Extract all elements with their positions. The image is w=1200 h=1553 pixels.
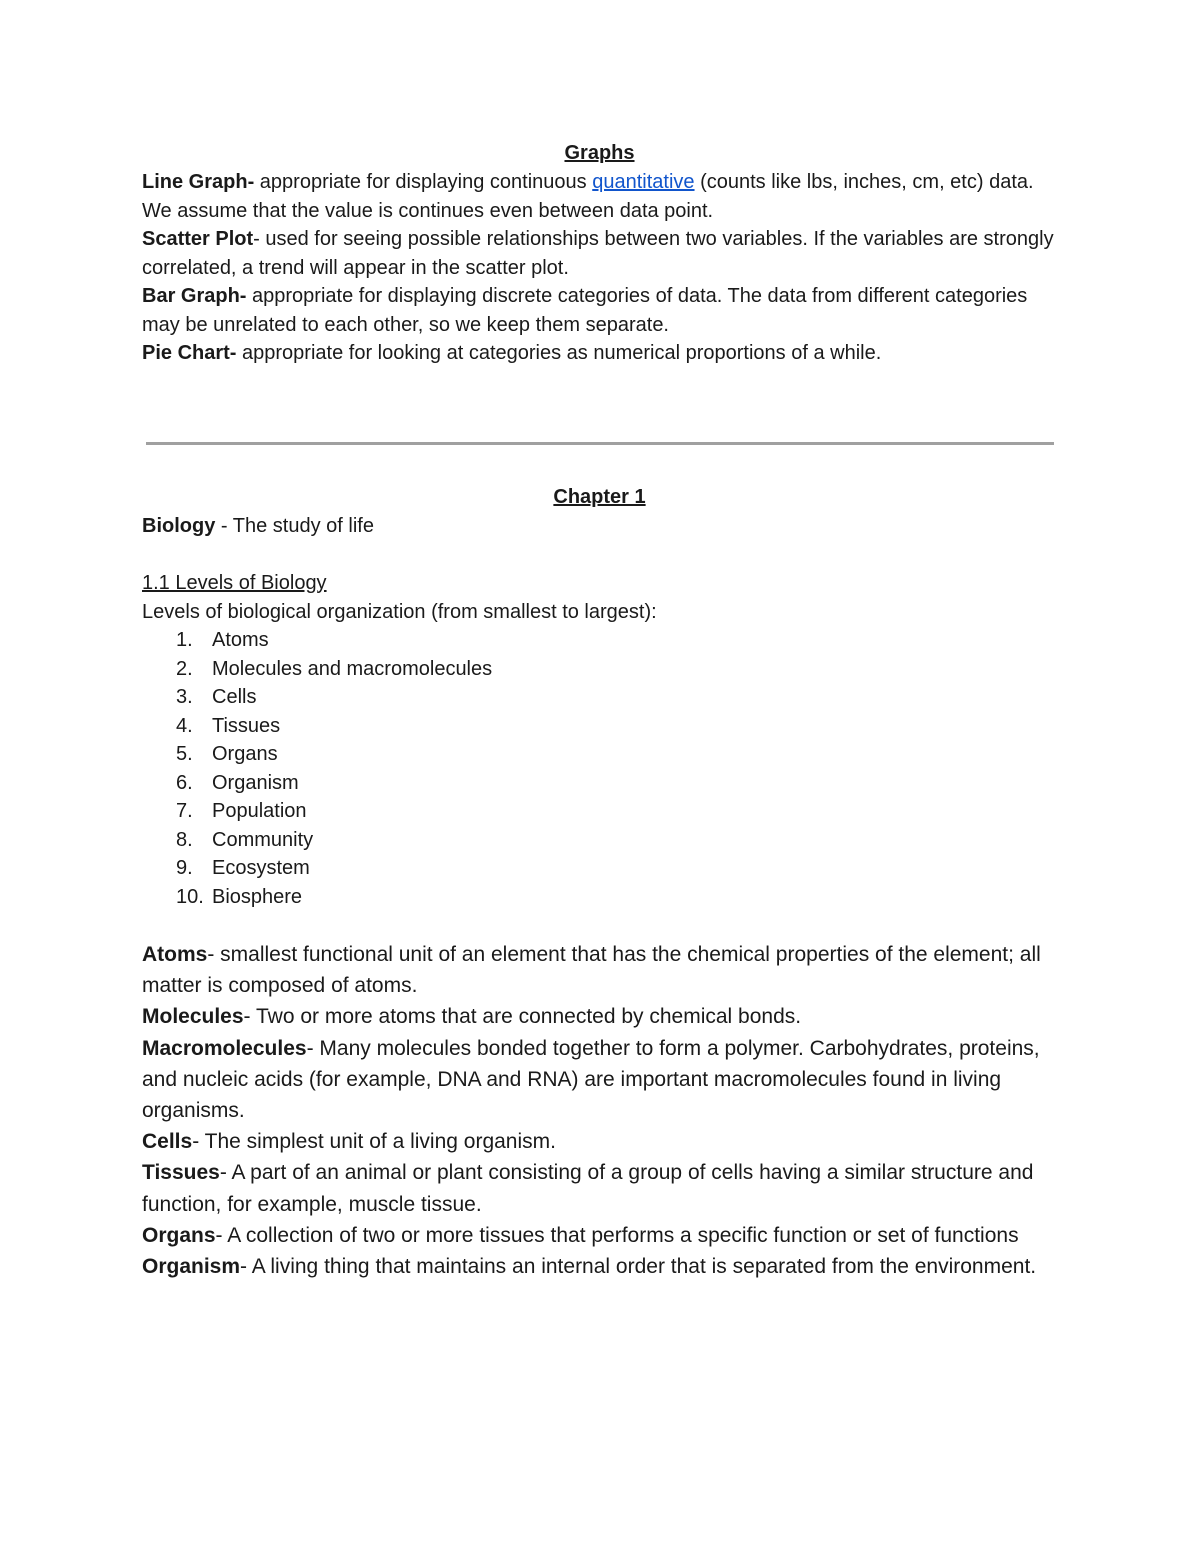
definition-atoms xyxy=(142,939,1057,1001)
list-item xyxy=(142,769,1057,798)
list-item-number: 3. xyxy=(176,686,193,708)
list-item-label: Ecosystem xyxy=(212,857,310,879)
definition-term: Tissues xyxy=(142,1161,220,1185)
list-item-number: 6. xyxy=(176,771,193,794)
definition-term: Molecules xyxy=(142,1005,244,1029)
bar-graph-term: Bar Graph- xyxy=(142,285,247,307)
list-item-label: Cells xyxy=(212,686,257,708)
list-item-number: 7. xyxy=(176,800,193,822)
definitions-list xyxy=(142,939,1057,1282)
bar-graph-text: appropriate for displaying discrete categories of data. The data from different categories may be unrelated to each other, so we keep them separate. xyxy=(142,285,1028,336)
line-graph-text-after: (counts like lbs, inches, cm, etc) data. We assume that the value is continues even between data point. xyxy=(142,171,1034,222)
line-graph-definition xyxy=(142,168,1057,225)
list-item-label: Tissues xyxy=(212,714,281,737)
list-item-label: Community xyxy=(212,828,314,851)
list-item xyxy=(142,854,1057,883)
pie-chart-definition xyxy=(142,339,1057,368)
list-item xyxy=(142,655,1057,684)
definition-term: Atoms xyxy=(142,943,208,966)
list-item-label: Population xyxy=(212,800,307,822)
graphs-section xyxy=(142,138,1057,368)
list-item xyxy=(142,626,1057,655)
definition-organism xyxy=(142,1251,1057,1282)
line-graph-term: Line Graph- xyxy=(142,171,255,193)
list-item-number: 1. xyxy=(176,629,193,651)
biology-definition xyxy=(142,512,1057,541)
list-item-label: Biosphere xyxy=(212,885,303,908)
list-item xyxy=(142,826,1057,855)
spacer xyxy=(142,541,1057,569)
list-item-number: 9. xyxy=(176,857,193,879)
definition-cells xyxy=(142,1126,1057,1157)
list-item xyxy=(142,797,1057,826)
definition-text: - Two or more atoms that are connected by chemical bonds. xyxy=(243,1005,802,1029)
scatter-plot-definition xyxy=(142,225,1057,282)
pie-chart-text: appropriate for looking at categories as numerical proportions of a while. xyxy=(236,342,882,364)
definition-term: Organs xyxy=(142,1223,216,1247)
levels-intro: Levels of biological organization (from smallest to largest): xyxy=(142,600,657,623)
scatter-plot-text: - used for seeing possible relationships between two variables. If the variables are strongly correlated, a trend will appear in the scatter plot. xyxy=(142,228,1054,279)
list-item xyxy=(142,883,1057,912)
definition-term: Organism xyxy=(142,1255,241,1279)
definition-text: - A collection of two or more tissues that performs a specific function or set of functions xyxy=(215,1223,1019,1247)
quantitative-link[interactable]: quantitative xyxy=(592,171,695,193)
line-graph-text-before: appropriate for displaying continuous xyxy=(254,171,593,193)
scatter-plot-term: Scatter Plot xyxy=(142,228,254,250)
definition-organs xyxy=(142,1220,1057,1251)
pie-chart-term: Pie Chart- xyxy=(142,342,237,364)
levels-list xyxy=(142,626,1057,911)
definition-tissues xyxy=(142,1157,1057,1219)
bar-graph-definition xyxy=(142,282,1057,339)
list-item-label: Organs xyxy=(212,743,278,765)
horizontal-divider xyxy=(146,442,1054,445)
biology-term: Biology xyxy=(142,515,216,537)
list-item xyxy=(142,712,1057,741)
list-item-number: 2. xyxy=(176,657,193,680)
definition-molecules xyxy=(142,1001,1057,1032)
definition-term: Macromolecules xyxy=(142,1036,307,1060)
list-item-label: Molecules and macromolecules xyxy=(212,657,493,680)
chapter-section xyxy=(142,482,1057,1282)
biology-text: - The study of life xyxy=(215,515,374,537)
list-item-label: Atoms xyxy=(212,629,269,651)
chapter-title: Chapter 1 xyxy=(553,486,646,508)
list-item xyxy=(142,740,1057,769)
list-item-number: 8. xyxy=(176,828,193,851)
definition-term: Cells xyxy=(142,1130,193,1154)
definition-macromolecules xyxy=(142,1033,1057,1127)
list-item xyxy=(142,683,1057,712)
list-item-label: Organism xyxy=(212,771,299,794)
graphs-title: Graphs xyxy=(564,142,635,164)
list-item-number: 4. xyxy=(176,714,193,737)
list-item-number: 5. xyxy=(176,743,193,765)
definition-text: - A living thing that maintains an internal order that is separated from the environment. xyxy=(240,1255,1037,1279)
list-item-number: 10. xyxy=(176,885,204,908)
section-heading: 1.1 Levels of Biology xyxy=(142,571,327,594)
definition-text: - A part of an animal or plant consisting of a group of cells having a similar structure and function, for example, muscle tissue. xyxy=(142,1161,1034,1216)
definition-text: - The simplest unit of a living organism. xyxy=(192,1130,556,1154)
definition-text: - Many molecules bonded together to form a polymer. Carbohydrates, proteins, and nucleic acids (for example, DNA and RNA) are important macromolecules found in living organisms. xyxy=(142,1036,1040,1123)
definition-text: - smallest functional unit of an element that has the chemical properties of the element; all matter is composed of atoms. xyxy=(142,943,1041,998)
spacer xyxy=(142,911,1057,939)
